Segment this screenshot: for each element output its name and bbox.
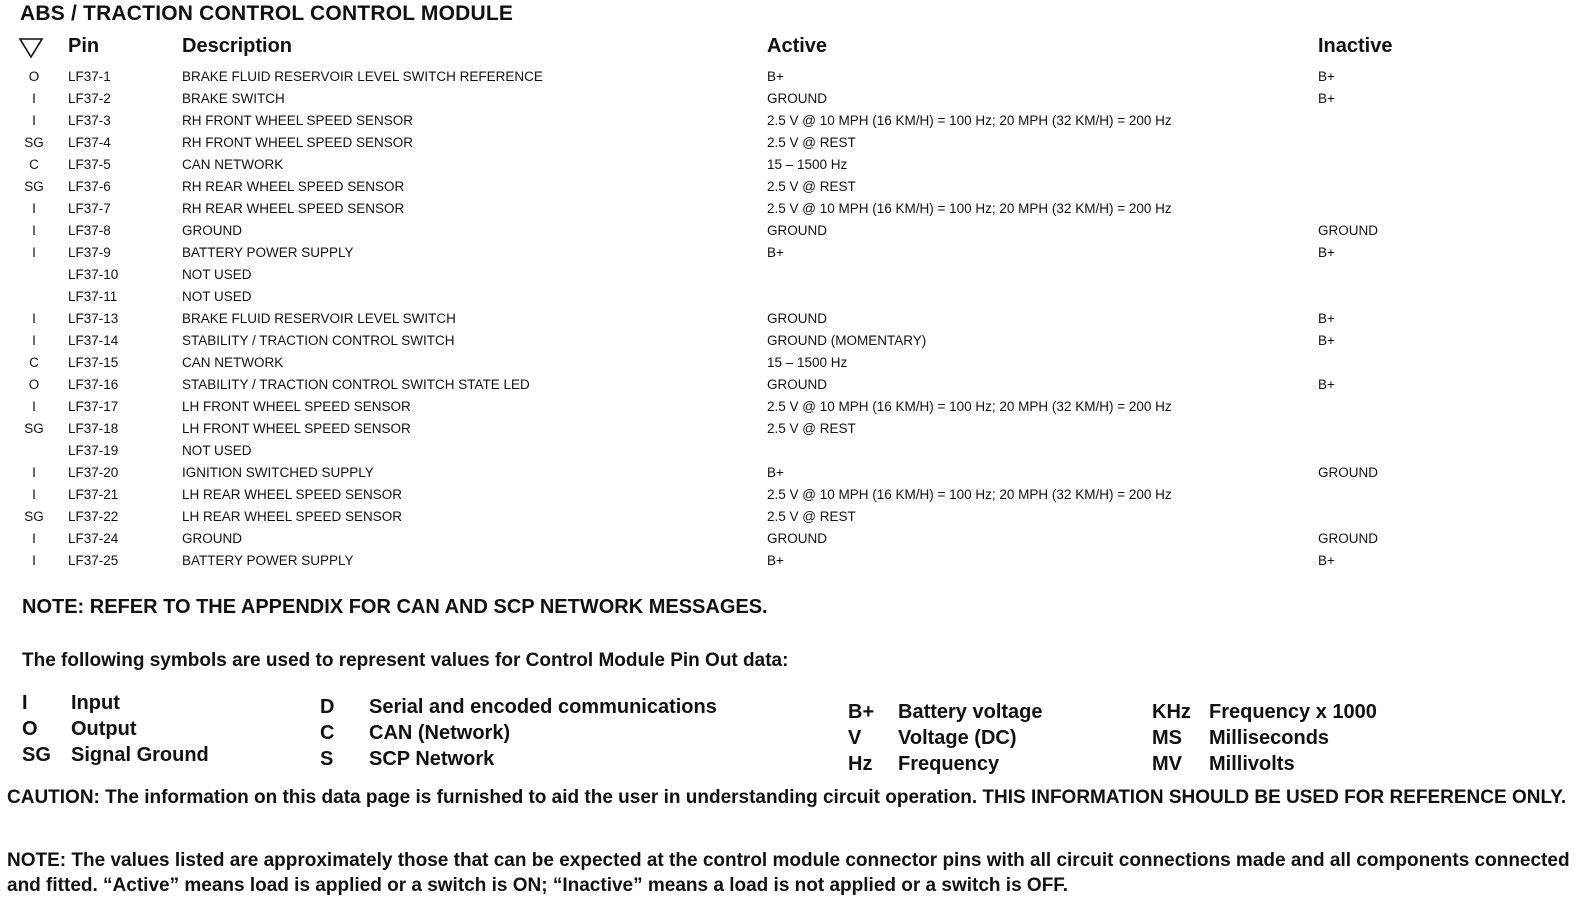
active-value: 2.5 V @ 10 MPH (16 KM/H) = 100 Hz; 20 MPH (32 KM/H) = 200 Hz	[767, 487, 1172, 502]
table-row	[0, 330, 1584, 352]
pin-id: LF37-13	[68, 311, 119, 326]
legend-meaning: Voltage (DC)	[898, 727, 1017, 749]
pin-id: LF37-4	[68, 135, 111, 150]
inactive-value: GROUND	[1318, 465, 1378, 480]
active-value: GROUND (MOMENTARY)	[767, 333, 927, 348]
active-value: B+	[767, 553, 784, 568]
pin-id: LF37-16	[68, 377, 119, 392]
legend-symbol: KHz	[1152, 701, 1191, 723]
pin-type: O	[28, 377, 40, 392]
pin-id: LF37-14	[68, 333, 119, 348]
table-row	[0, 528, 1584, 550]
pin-type: I	[32, 487, 36, 502]
pin-description: IGNITION SWITCHED SUPPLY	[182, 465, 374, 480]
caution-text: CAUTION: The information on this data page is furnished to aid the user in understanding circuit operation. THIS INFORMATION SHOULD BE USED FOR REFERENCE ONLY.	[7, 787, 1567, 808]
pin-type: I	[32, 245, 36, 260]
pin-id: LF37-24	[68, 531, 119, 546]
table-row	[0, 66, 1584, 88]
pin-description: RH FRONT WHEEL SPEED SENSOR	[182, 135, 414, 150]
legend-symbol: C	[320, 722, 335, 744]
pin-description: CAN NETWORK	[182, 157, 284, 172]
pin-type: SG	[24, 509, 44, 524]
legend-meaning: Signal Ground	[71, 744, 209, 766]
active-value: GROUND	[767, 531, 827, 546]
active-value: 2.5 V @ 10 MPH (16 KM/H) = 100 Hz; 20 MPH (32 KM/H) = 200 Hz	[767, 113, 1172, 128]
table-row	[0, 440, 1584, 462]
active-value: 2.5 V @ REST	[767, 179, 856, 194]
pin-description: LH FRONT WHEEL SPEED SENSOR	[182, 399, 411, 414]
legend-symbol: SG	[22, 744, 51, 766]
pin-description: BRAKE SWITCH	[182, 91, 285, 106]
description-header: Description	[182, 35, 293, 57]
pin-id: LF37-7	[68, 201, 111, 216]
pin-description: GROUND	[182, 223, 242, 238]
table-row	[0, 418, 1584, 440]
table-row	[0, 242, 1584, 264]
legend-symbol: I	[22, 692, 28, 714]
pin-id: LF37-8	[68, 223, 111, 238]
legend-symbol: MS	[1152, 727, 1182, 749]
network-note: NOTE: REFER TO THE APPENDIX FOR CAN AND SCP NETWORK MESSAGES.	[22, 596, 768, 618]
active-header: Active	[767, 35, 828, 57]
pin-type: SG	[24, 421, 44, 436]
pin-id: LF37-3	[68, 113, 111, 128]
inactive-header: Inactive	[1318, 35, 1393, 57]
pin-type: I	[32, 333, 36, 348]
active-value: GROUND	[767, 311, 827, 326]
pin-type: I	[32, 531, 36, 546]
table-row	[0, 352, 1584, 374]
pin-description: LH FRONT WHEEL SPEED SENSOR	[182, 421, 411, 436]
active-value: 15 – 1500 Hz	[767, 157, 848, 172]
pin-type: I	[32, 201, 36, 216]
pin-type: I	[32, 223, 36, 238]
legend-meaning: Millivolts	[1209, 753, 1295, 775]
active-value: 2.5 V @ REST	[767, 135, 856, 150]
pin-description: GROUND	[182, 531, 242, 546]
pin-description: BATTERY POWER SUPPLY	[182, 553, 354, 568]
pin-description: STABILITY / TRACTION CONTROL SWITCH STATE LED	[182, 377, 530, 392]
legend-meaning: Output	[71, 718, 137, 740]
active-value: 15 – 1500 Hz	[767, 355, 848, 370]
table-row	[0, 308, 1584, 330]
pin-description: BRAKE FLUID RESERVOIR LEVEL SWITCH REFERENCE	[182, 69, 543, 84]
inactive-value: B+	[1318, 333, 1335, 348]
pin-id: LF37-19	[68, 443, 119, 458]
table-row	[0, 550, 1584, 572]
active-value: 2.5 V @ REST	[767, 421, 856, 436]
pin-description: LH REAR WHEEL SPEED SENSOR	[182, 509, 403, 524]
legend-symbol: S	[320, 748, 334, 770]
inactive-value: B+	[1318, 245, 1335, 260]
page-title: ABS / TRACTION CONTROL CONTROL MODULE	[20, 2, 514, 25]
table-row	[0, 176, 1584, 198]
legend-symbol: D	[320, 696, 335, 718]
pin-type: C	[29, 355, 39, 370]
pin-id: LF37-2	[68, 91, 111, 106]
values-note: NOTE: The values listed are approximately those that can be expected at the control module connector pins with all circuit connections made and all components connected and fitted. “Active” means load is applied or a switch is ON; “Inactive” means a load is not applied or a switch is OFF.	[7, 850, 1570, 896]
pin-id: LF37-1	[68, 69, 111, 84]
legend-symbol: MV	[1152, 753, 1182, 775]
active-value: GROUND	[767, 91, 827, 106]
pin-description: RH FRONT WHEEL SPEED SENSOR	[182, 113, 414, 128]
active-value: 2.5 V @ 10 MPH (16 KM/H) = 100 Hz; 20 MPH (32 KM/H) = 200 Hz	[767, 399, 1172, 414]
inactive-value: B+	[1318, 553, 1335, 568]
inactive-value: B+	[1318, 91, 1335, 106]
inactive-value: B+	[1318, 311, 1335, 326]
table-row	[0, 154, 1584, 176]
pin-description: BRAKE FLUID RESERVOIR LEVEL SWITCH	[182, 311, 456, 326]
pin-type: I	[32, 91, 36, 106]
legend-symbol: V	[848, 727, 862, 749]
symbols-intro: The following symbols are used to represent values for Control Module Pin Out data:	[22, 650, 789, 671]
legend-meaning: CAN (Network)	[369, 722, 511, 744]
table-row	[0, 484, 1584, 506]
active-value: GROUND	[767, 223, 827, 238]
pin-type: O	[28, 69, 40, 84]
pin-description: LH REAR WHEEL SPEED SENSOR	[182, 487, 403, 502]
legend-meaning: Frequency	[898, 753, 1000, 775]
active-value: 2.5 V @ 10 MPH (16 KM/H) = 100 Hz; 20 MPH (32 KM/H) = 200 Hz	[767, 201, 1172, 216]
legend-meaning: SCP Network	[369, 748, 495, 770]
table-row	[0, 110, 1584, 132]
pin-id: LF37-15	[68, 355, 119, 370]
table-row	[0, 462, 1584, 484]
pin-type: I	[32, 465, 36, 480]
pin-id: LF37-25	[68, 553, 119, 568]
legend-meaning: Serial and encoded communications	[369, 696, 717, 718]
pin-id: LF37-10	[68, 267, 119, 282]
pin-id: LF37-9	[68, 245, 111, 260]
active-value: B+	[767, 69, 784, 84]
table-row	[0, 198, 1584, 220]
legend-meaning: Frequency x 1000	[1209, 701, 1377, 723]
table-row	[0, 396, 1584, 418]
table-row	[0, 88, 1584, 110]
pin-id: LF37-11	[68, 289, 118, 304]
pin-type: I	[32, 311, 36, 326]
pin-type: C	[29, 157, 39, 172]
pin-table	[0, 66, 1584, 572]
inactive-value: GROUND	[1318, 223, 1378, 238]
table-row	[0, 132, 1584, 154]
table-row	[0, 286, 1584, 308]
inactive-value: GROUND	[1318, 531, 1378, 546]
legend-symbol: B+	[848, 701, 875, 723]
pin-description: RH REAR WHEEL SPEED SENSOR	[182, 179, 405, 194]
pin-id: LF37-20	[68, 465, 119, 480]
table-row	[0, 264, 1584, 286]
table-row	[0, 506, 1584, 528]
pin-description: BATTERY POWER SUPPLY	[182, 245, 354, 260]
table-row	[0, 220, 1584, 242]
inactive-value: B+	[1318, 69, 1335, 84]
pin-description: NOT USED	[182, 267, 252, 282]
pin-description: RH REAR WHEEL SPEED SENSOR	[182, 201, 405, 216]
pin-id: LF37-18	[68, 421, 119, 436]
pin-id: LF37-22	[68, 509, 119, 524]
triangle-down-icon	[18, 36, 44, 60]
table-row	[0, 374, 1584, 396]
legend-meaning: Input	[71, 692, 120, 714]
pin-description: NOT USED	[182, 289, 252, 304]
inactive-value: B+	[1318, 377, 1335, 392]
pin-id: LF37-21	[68, 487, 119, 502]
active-value: GROUND	[767, 377, 827, 392]
pin-type: I	[32, 399, 36, 414]
pin-type: I	[32, 553, 36, 568]
pin-id: LF37-6	[68, 179, 111, 194]
pin-description: STABILITY / TRACTION CONTROL SWITCH	[182, 333, 455, 348]
pin-description: CAN NETWORK	[182, 355, 284, 370]
legend-meaning: Battery voltage	[898, 701, 1043, 723]
pin-description: NOT USED	[182, 443, 252, 458]
pin-id: LF37-17	[68, 399, 119, 414]
pin-id: LF37-5	[68, 157, 111, 172]
active-value: 2.5 V @ REST	[767, 509, 856, 524]
legend-symbol: Hz	[848, 753, 873, 775]
legend-meaning: Milliseconds	[1209, 727, 1330, 749]
pin-type: SG	[24, 179, 44, 194]
pin-type: I	[32, 113, 36, 128]
pin-header: Pin	[68, 35, 100, 57]
active-value: B+	[767, 465, 784, 480]
pin-type: SG	[24, 135, 44, 150]
active-value: B+	[767, 245, 784, 260]
legend-symbol: O	[22, 718, 38, 740]
